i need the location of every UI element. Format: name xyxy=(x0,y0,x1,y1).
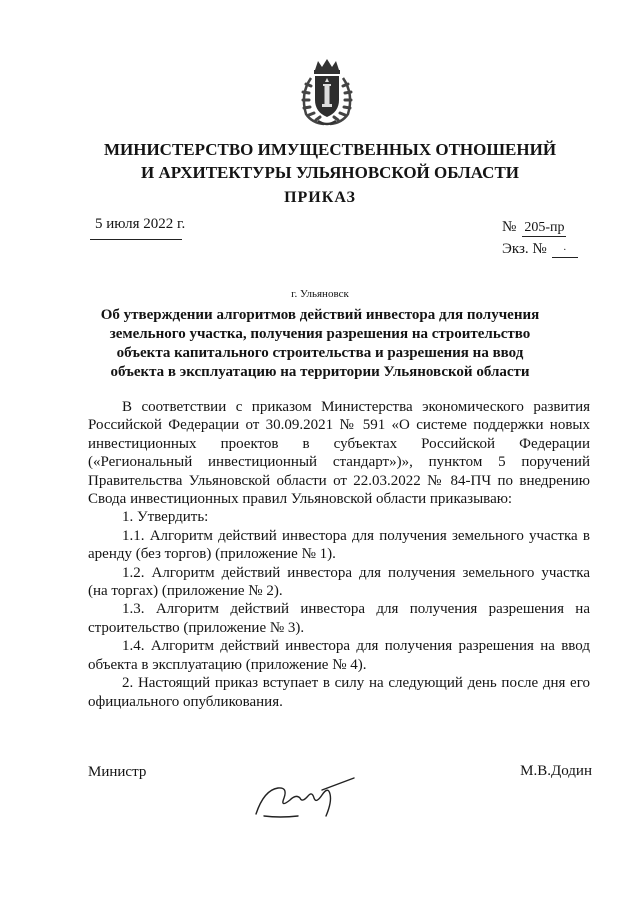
body-paragraph-preamble: В соответствии с приказом Министерства экономического развития Российской Федерации от 30.09.2021 № 591 «О системе поддержки новых инвестиционных проектов в субъектах Российской Федерации («Региональный инвестиционный стандарт»)», пунктом 5 поручений Правительства Ульяновской области от 22.03.2022 № 84-ПЧ по внедрению Свода инвестиционных правил Ульяновской области приказываю: xyxy=(88,399,590,508)
signer-name: М.В.Додин xyxy=(520,763,592,779)
document-type-title: ПРИКАЗ xyxy=(284,189,356,206)
body-paragraph-2: 2. Настоящий приказ вступает в силу на следующий день после дня его официального опубликования. xyxy=(88,675,590,710)
body-paragraph-1: 1. Утвердить: xyxy=(122,509,209,526)
order-number-label: № xyxy=(502,219,517,235)
copy-number-row xyxy=(502,241,578,263)
body-paragraph-1-2: 1.2. Алгоритм действий инвестора для получения земельного участка (на торгах) (приложение № 2). xyxy=(88,564,590,600)
body-paragraph-1-4: 1.4. Алгоритм действий инвестора для получения разрешения на ввод объекта в эксплуатацию (приложение № 4). xyxy=(88,638,590,673)
city-name: г. Ульяновск xyxy=(291,288,349,300)
copy-number-value: · xyxy=(552,245,578,258)
ministry-name-line2: И АРХИТЕКТУРЫ УЛЬЯНОВСКОЙ ОБЛАСТИ xyxy=(140,163,520,182)
body-paragraph-1-1: 1.1. Алгоритм действий инвестора для получения земельного участка в аренду (без торгов) (приложение № 1). xyxy=(88,527,590,563)
order-number-value: 205-пр xyxy=(524,220,565,235)
date-underline xyxy=(90,239,182,240)
coat-of-arms-emblem xyxy=(298,58,356,128)
signer-position: Министр xyxy=(88,764,147,780)
order-body xyxy=(88,398,590,711)
copy-number-label: Экз. № xyxy=(502,241,547,257)
handwritten-signature xyxy=(250,770,360,822)
ministry-name xyxy=(60,138,600,184)
body-paragraph-1-3: 1.3. Алгоритм действий инвестора для получения разрешения на строительство (приложение № 3). xyxy=(88,601,590,636)
order-number-row xyxy=(502,219,578,241)
order-number-block xyxy=(502,219,578,263)
ministry-name-line1: МИНИСТЕРСТВО ИМУЩЕСТВЕННЫХ ОТНОШЕНИЙ xyxy=(103,140,557,159)
order-date: 5 июля 2022 г. xyxy=(95,216,186,232)
order-subject: Об утверждении алгоритмов действий инвестора для получения земельного участка, получения разрешения на строительство объекта капитального строительства и разрешения на ввод объекта в эксплуатацию на территории Ульяновской области xyxy=(100,307,540,380)
